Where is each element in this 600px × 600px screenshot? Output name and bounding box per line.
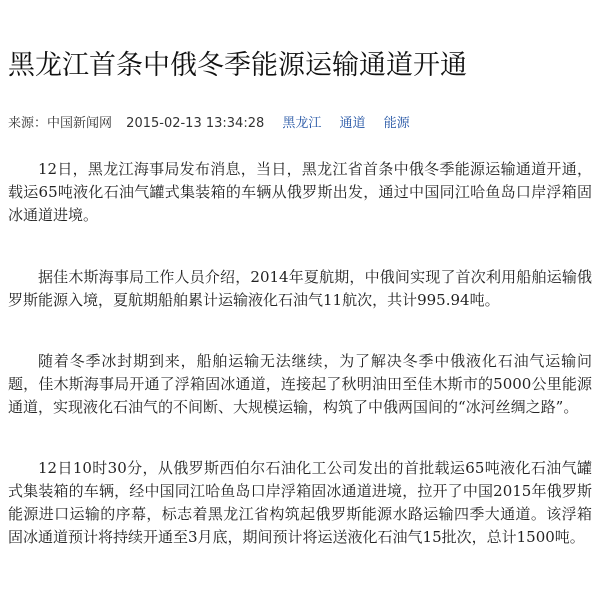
article-title: 黑龙江首条中俄冬季能源运输通道开通 <box>8 50 467 81</box>
article-paragraph: 12日10时30分，从俄罗斯西伯尔石油化工公司发出的首批载运65吨液化石油气罐式集装箱的车辆，经中国同江哈鱼岛口岸浮箱固冰通道进境，拉开了中国2015年俄罗斯能源进口运输的序幕，标志着黑龙江省构筑起俄罗斯能源水路运输四季大通道。该浮箱固冰通道预计将持续开通至3月底，期间预计将运送液化石油气15批次，总计1500吨。 <box>8 459 592 546</box>
article-paragraph: 据佳木斯海事局工作人员介绍，2014年夏航期，中俄间实现了首次利用船舶运输俄罗斯能源入境，夏航期船舶累计运输液化石油气11航次，共计995.94吨。 <box>8 268 592 309</box>
source-name: 中国新闻网 <box>47 116 113 131</box>
article-paragraph: 随着冬季冰封期到来，船舶运输无法继续，为了解决冬季中俄液化石油气运输问题，佳木斯海事局开通了浮箱固冰通道，连接起了秋明油田至佳木斯市的5000公里能源通道，实现液化石油气的不间断、大规模运输，构筑了中俄两国间的“冰河丝绸之路”。 <box>8 352 592 416</box>
source-label: 来源： <box>8 116 48 131</box>
tag-link-channel[interactable]: 通道 <box>339 116 366 131</box>
article-meta <box>8 114 410 134</box>
article-paragraph: 12日，黑龙江海事局发布消息，当日，黑龙江省首条中俄冬季能源运输通道开通，载运65吨液化石油气罐式集装箱的车辆从俄罗斯出发，通过中国同江哈鱼岛口岸浮箱固冰通道进境。 <box>8 160 592 224</box>
tag-link-heilongjiang[interactable]: 黑龙江 <box>282 116 322 131</box>
tag-link-energy[interactable]: 能源 <box>383 116 410 131</box>
publish-time: 2015-02-13 13:34:28 <box>126 116 265 131</box>
